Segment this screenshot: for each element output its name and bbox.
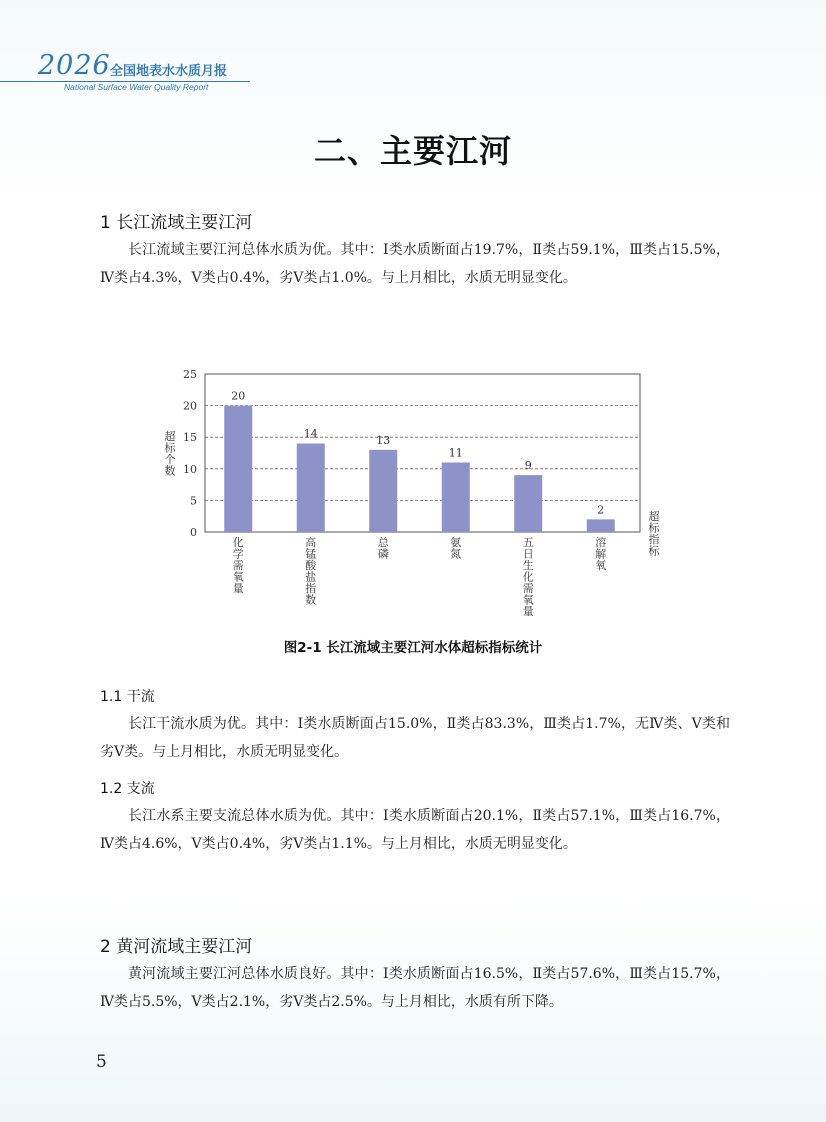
category-label: 量 — [522, 605, 534, 618]
y-tick-label: 20 — [183, 399, 197, 413]
bar-chart — [150, 360, 680, 620]
data-label: 9 — [524, 459, 532, 473]
paragraph-yangtze: 长江流域主要江河总体水质为优。其中：Ⅰ类水质断面占19.7%，Ⅱ类占59.1%，Ⅲ类占15.5%，Ⅳ类占4.3%，Ⅴ类占0.4%，劣Ⅴ类占1.0%。与上月相比，水质无明显变化。 — [100, 242, 730, 286]
y-tick-label: 15 — [183, 431, 197, 445]
header-title-en: National Surface Water Quality Report — [64, 82, 209, 92]
category-label: 指 — [305, 582, 317, 595]
bar — [587, 519, 615, 532]
category-label: 数 — [305, 593, 317, 607]
category-label: 量 — [232, 582, 244, 595]
section-heading-mainstream: 1.1 干流 — [100, 689, 155, 705]
y-tick-label: 25 — [183, 368, 197, 381]
bar — [224, 406, 252, 532]
category-label: 需 — [232, 559, 244, 572]
section-heading-yangtze: 1 长江流域主要江河 — [100, 213, 253, 233]
category-label: 高 — [305, 536, 317, 549]
category-label: 化 — [232, 536, 244, 549]
y-tick-label: 10 — [183, 462, 197, 476]
paragraph-tributaries: 长江水系主要支流总体水质为优。其中：Ⅰ类水质断面占20.1%，Ⅱ类占57.1%，Ⅲ类占16.7%，Ⅳ类占4.6%，Ⅴ类占0.4%，劣Ⅴ类占1.1%。与上月相比，水质无明显变化。 — [100, 808, 730, 852]
y-tick-label: 0 — [190, 526, 197, 539]
data-label: 11 — [448, 446, 463, 460]
header-title-cn: 全国地表水水质月报 — [110, 64, 228, 79]
category-label: 生 — [522, 559, 534, 572]
header-year: 2026 — [38, 50, 111, 81]
x-axis-label: 超 — [648, 510, 660, 523]
category-label: 氧 — [595, 559, 607, 572]
category-label: 氮 — [450, 547, 462, 561]
page-title: 二、主要江河 — [313, 132, 512, 170]
category-label: 需 — [522, 582, 534, 595]
y-axis-label: 个 — [164, 453, 176, 466]
figure-caption: 图2-1 长江流域主要江河水体超标指标统计 — [283, 640, 543, 656]
category-label: 五 — [522, 536, 534, 549]
data-label: 2 — [597, 503, 605, 517]
report-header — [0, 48, 826, 98]
plot-frame — [205, 374, 640, 532]
y-axis-label: 数 — [164, 464, 176, 478]
paragraph-mainstream: 长江干流水质为优。其中：Ⅰ类水质断面占15.0%，Ⅱ类占83.3%，Ⅲ类占1.7%，无Ⅳ类、Ⅴ类和劣Ⅴ类。与上月相比，水质无明显变化。 — [100, 716, 730, 760]
category-label: 化 — [522, 570, 534, 584]
category-label: 锰 — [305, 547, 317, 561]
paragraph-yellow-river: 黄河流域主要江河总体水质良好。其中：Ⅰ类水质断面占16.5%，Ⅱ类占57.6%，Ⅲ类占15.7%，Ⅳ类占5.5%，Ⅴ类占2.1%，劣Ⅴ类占2.5%。与上月相比，水质有所下降。 — [100, 966, 730, 1010]
data-label: 14 — [303, 427, 318, 441]
category-label: 总 — [377, 536, 389, 549]
x-axis-label: 指 — [648, 533, 660, 546]
y-axis-label: 超 — [164, 430, 176, 443]
category-label: 溶 — [595, 536, 607, 549]
bar — [514, 475, 542, 532]
category-label: 日 — [522, 547, 534, 561]
section-heading-yellow-river: 2 黄河流域主要江河 — [100, 937, 253, 957]
y-tick-label: 5 — [190, 494, 197, 508]
bar — [297, 444, 325, 532]
data-label: 13 — [376, 433, 391, 447]
bar — [369, 450, 397, 532]
category-label: 氨 — [450, 536, 462, 549]
page-number: 5 — [96, 1052, 107, 1072]
category-label: 学 — [232, 547, 244, 561]
data-label: 20 — [231, 389, 246, 403]
y-axis-label: 标 — [164, 441, 176, 455]
category-label: 盐 — [305, 570, 317, 584]
category-label: 氧 — [522, 593, 534, 607]
category-label: 氧 — [232, 570, 244, 584]
section-heading-tributaries: 1.2 支流 — [100, 781, 155, 797]
x-axis-label: 标 — [648, 544, 660, 558]
bar — [442, 462, 470, 532]
category-label: 磷 — [377, 547, 389, 561]
category-label: 解 — [595, 547, 607, 561]
category-label: 酸 — [305, 559, 317, 572]
x-axis-label: 标 — [648, 521, 660, 535]
